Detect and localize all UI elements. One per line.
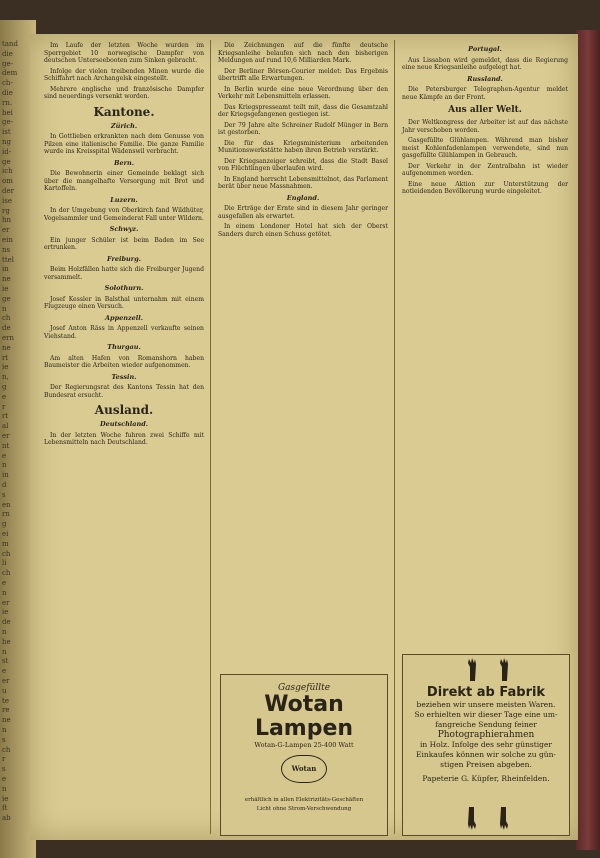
facing-page-fragment: n xyxy=(2,784,7,793)
ad-product: Photographierahmen xyxy=(437,730,535,740)
facing-page-fragment: bei xyxy=(2,108,13,117)
facing-page-fragment: rt xyxy=(2,412,9,421)
facing-page-fragment: e xyxy=(2,667,7,676)
ad-line: stigen Preisen abgeben. xyxy=(440,760,532,769)
ad-product: Lampen xyxy=(254,716,354,741)
ad-brand: Wotan xyxy=(264,692,344,717)
facing-page-fragment: u xyxy=(2,686,7,695)
article-paragraph: Der 79 Jahre alte Schreiner Rudolf Münger in Bern ist gestorben. xyxy=(218,121,388,136)
article-paragraph: In einem Londoner Hotel hat sich der Oberst Sanders durch einen Schuss getötet. xyxy=(218,223,388,238)
facing-page-fragment: n xyxy=(2,461,7,470)
facing-page-fragment: n xyxy=(2,647,7,656)
welt-articles xyxy=(402,119,568,196)
facing-page-fragment: ne xyxy=(2,716,11,725)
facing-page-fragment: s xyxy=(2,735,6,744)
canton-paragraph: In der Umgebung von Oberkirch fand Wildhüter, Vogelsammler und Gemeinderat Fall unter Wildern. xyxy=(44,207,204,222)
article-paragraph: Der Berliner Börsen-Courier meldet: Das Ergebnis übertrifft alle Erwartungen. xyxy=(218,67,388,82)
canton-heading: Tessin. xyxy=(111,372,137,381)
subheading-portugal: Portugal. xyxy=(468,45,502,53)
facing-page-fragment: id- xyxy=(2,147,12,156)
column-1 xyxy=(44,42,204,450)
facing-page-fragment: al xyxy=(2,422,9,431)
ad-line: So erhielten wir dieser Tage eine um- xyxy=(414,710,558,719)
facing-page-fragment: ge xyxy=(2,294,11,303)
section-heading-kantone: Kantone. xyxy=(93,104,155,119)
canton-paragraph: Der Regierungsrat des Kantons Tessin hat den Bundesrat ersucht. xyxy=(44,384,204,399)
canton-sections xyxy=(44,123,204,400)
facing-page-fragment: r xyxy=(2,402,6,411)
ad-tagline: Gasgefüllte xyxy=(277,683,331,693)
ad-line: fangreiche Sendung feiner xyxy=(435,720,537,729)
facing-page-fragment: die xyxy=(2,89,13,97)
pointing-hand-icon xyxy=(463,807,481,831)
article-paragraph: In Berlin wurde eine neue Verordnung über den Verkehr mit Lebensmitteln erlassen. xyxy=(218,85,388,100)
facing-page-fragment: n xyxy=(2,726,7,734)
facing-page-fragment: ne xyxy=(2,343,11,352)
article-paragraph: Das Kriegspresseamt teilt mit, dass die Gesamtzahl der Kriegsgefangenen gestiegen ist. xyxy=(218,103,388,118)
article-paragraph: Die für das Kriegsministerium arbeitenden Munitionswerkstätte haben ihren Betrieb verstärkt. xyxy=(218,139,388,154)
facing-page-fragment: r xyxy=(2,755,6,764)
facing-page-fragment: ie xyxy=(2,794,9,803)
facing-page-fragment: rg xyxy=(2,206,10,215)
facing-page-fragment: n xyxy=(2,588,7,597)
article-paragraph: Der Kriegsanzeiger schreibt, dass die Stadt Basel von Flüchtlingen überlaufen wird. xyxy=(218,157,388,172)
facing-page-fragment: rt xyxy=(2,353,9,362)
ad-line: beziehen wir unsere meisten Waren. xyxy=(416,700,556,709)
section-heading-welt: Aus aller Welt. xyxy=(448,105,522,115)
section-heading-ausland: Ausland. xyxy=(94,403,154,417)
facing-page-fragment: ch xyxy=(2,314,11,323)
facing-page-fragment: in xyxy=(2,471,9,480)
facing-page-fragment: m xyxy=(2,539,9,548)
facing-page-fragment: ei xyxy=(2,530,9,538)
facing-page-fragment: n, xyxy=(2,373,9,382)
facing-page-fragment: he xyxy=(2,637,11,646)
facing-page-fragment: s xyxy=(2,490,6,499)
canton-paragraph: Die Bewohnerin einer Gemeinde beklagt sich über die mangelhafte Versorgung mit Brot und Kartoffeln. xyxy=(44,170,204,192)
article-paragraph: Gasgefüllte Glühlampen. Während man bisher meist Kohlenfadenlampen verwendete, sind nun gasgefüllte Glühlampen in Gebrauch. xyxy=(402,137,568,159)
canton-heading: Solothurn. xyxy=(104,284,144,292)
facing-page-fragment: ch xyxy=(2,549,11,558)
facing-page-fragment: en xyxy=(2,500,11,509)
facing-page-fragment: ie xyxy=(2,285,9,293)
column-rule xyxy=(394,40,395,834)
book-spine xyxy=(576,30,600,850)
facing-page-fragment: ie xyxy=(2,363,9,372)
intro-paragraph: Im Laufe der letzten Woche wurden im Sperrgebiet 10 norwegische Dampfer von deutschen Unterseebooten zum Sinken gebracht. xyxy=(44,42,204,64)
facing-page-fragment: de xyxy=(2,618,11,627)
ad-shop: Papeterie G. Küpfer, Rheinfelden. xyxy=(422,774,550,783)
facing-page-fragment: er xyxy=(2,598,10,607)
facing-page-fragment: ab xyxy=(2,814,11,823)
pointing-hand-icon xyxy=(463,657,481,681)
facing-page-fragment: re xyxy=(2,706,10,715)
facing-page-fragment: rn xyxy=(2,510,10,519)
facing-page-fragment: om xyxy=(2,177,13,186)
canton-paragraph: Josef Kessler in Balsthal unternahm mit einem Flugzeuge einen Versuch. xyxy=(44,295,204,310)
facing-page-fragment: ie xyxy=(2,608,9,617)
column-rule xyxy=(210,40,211,834)
facing-page-fragment: li xyxy=(2,559,7,568)
facing-page-fragment: d xyxy=(2,481,7,489)
facing-page-fragment: s xyxy=(2,765,6,774)
subheading-deutschland: Deutschland. xyxy=(99,420,149,428)
facing-page-fragment: e xyxy=(2,775,7,783)
article-paragraph: Der Verkehr in der Zentralbahn ist wieder aufgenommen worden. xyxy=(402,162,568,177)
canton-heading: Freiburg. xyxy=(106,254,142,263)
facing-page-fragment: ns xyxy=(2,245,11,254)
article-paragraph: In England herrscht Lebensmittelnot, das Parlament berät über neue Massnahmen. xyxy=(218,175,388,190)
facing-page-fragment: te xyxy=(2,696,9,705)
canton-heading: Luzern. xyxy=(110,195,138,204)
ad-line: Einkaufes können wir solche zu gün- xyxy=(416,750,556,759)
facing-page-fragment: ch- xyxy=(2,79,13,88)
wotan-logo-icon: Wotan xyxy=(281,755,327,783)
column-2 xyxy=(218,42,388,241)
facing-page-fragment: tand xyxy=(2,40,18,48)
facing-page-fragment: er xyxy=(2,677,10,685)
column-3 xyxy=(402,42,568,199)
canton-heading: Appenzell. xyxy=(104,313,144,322)
subheading-russland: Russland. xyxy=(467,74,503,83)
facing-page-fragment: n xyxy=(2,304,7,313)
article-paragraph: Der Weltkongress der Arbeiter ist auf das nächste Jahr verschoben worden. xyxy=(402,119,568,134)
facing-page-fragment: ge xyxy=(2,157,11,166)
article-paragraph: Die Erträge der Ernte sind in diesem Jahr geringer ausgefallen als erwartet. xyxy=(218,205,388,220)
facing-page-fragment: ft xyxy=(2,804,8,813)
ad-rating: Wotan-G-Lampen 25-400 Watt xyxy=(254,741,354,749)
facing-page-fragment: n xyxy=(2,628,7,636)
facing-page-fragment: ist xyxy=(2,128,11,137)
facing-page-fragment: g xyxy=(2,383,7,391)
newspaper-page xyxy=(30,34,578,840)
canton-paragraph: Beim Holzfällen hatte sich die Freiburger Jugend versammelt. xyxy=(44,266,204,281)
canton-paragraph: Am alten Hafen von Romanshorn haben Baumeister die Arbeiten wieder aufgenommen. xyxy=(44,354,204,369)
facing-page-fragment: rn. xyxy=(2,98,13,107)
facing-page-fragment: ch xyxy=(2,569,11,578)
facing-page-fragment: g xyxy=(2,520,7,529)
note-paragraph: Infolge der vielen treibenden Minen wurde die Schiffahrt nach Archangelsk eingestellt. xyxy=(44,67,204,82)
facing-page-fragment: ne xyxy=(2,275,11,284)
facing-page-fragment: ich xyxy=(2,167,13,176)
russland-paragraph: Die Petersburger Telegraphen-Agentur meldet neue Kämpfe an der Front. xyxy=(402,86,568,101)
facing-page-fragment: in xyxy=(2,265,9,274)
facing-page-fragment: e xyxy=(2,451,7,460)
facing-page-fragment: e xyxy=(2,392,7,401)
facing-page-fragment: de xyxy=(2,324,11,333)
column-2-articles xyxy=(218,42,388,238)
pointing-hand-icon xyxy=(495,807,513,831)
facing-page-fragment: er xyxy=(2,432,10,440)
facing-page-fragment: ern xyxy=(2,334,14,342)
ausland-paragraph: In der letzten Woche fuhren zwei Schiffe mit Lebensmitteln nach Deutschland. xyxy=(44,431,204,446)
facing-page-fragment: dem xyxy=(2,69,18,78)
facing-page-fragment: ch xyxy=(2,745,11,754)
article-paragraph: Die Zeichnungen auf die fünfte deutsche Kriegsanleihe belaufen sich nach den bisherigen Meldungen auf rund 10,6 Milliarden Mark. xyxy=(218,42,388,64)
facing-page-fragment: ttel xyxy=(2,255,15,264)
canton-paragraph: Josef Anton Räss in Appenzell verkaufte seinen Viehstand. xyxy=(44,325,204,340)
canton-heading: Bern. xyxy=(113,158,135,167)
facing-page-fragment: die xyxy=(2,49,13,58)
canton-paragraph: Ein junger Schüler ist beim Baden im See ertrunken. xyxy=(44,236,204,251)
facing-page-fragment: st xyxy=(2,657,9,666)
portugal-paragraph: Aus Lissabon wird gemeldet, dass die Regierung eine neue Kriegsanleihe aufgelegt hat. xyxy=(402,56,568,71)
facing-page-fragment: hn xyxy=(2,216,12,225)
facing-page-fragment: e xyxy=(2,579,7,587)
pointing-hand-icon xyxy=(495,657,513,681)
facing-page-fragment: er xyxy=(2,226,10,235)
ad-headline: Direkt ab Fabrik xyxy=(426,685,546,700)
facing-page-fragment: nt xyxy=(2,441,10,450)
wotan-lamp-advertisement xyxy=(220,674,388,836)
canton-heading: Schwyz. xyxy=(109,225,139,233)
facing-page-fragment: ise xyxy=(2,196,12,205)
facing-page-fragment: ng xyxy=(2,138,11,146)
facing-page-fragment: ge- xyxy=(2,59,13,68)
subheading-england: England. xyxy=(286,193,320,202)
ad-line: in Holz. Infolge des sehr günstiger xyxy=(419,740,552,749)
photo-frame-advertisement xyxy=(402,654,570,836)
article-paragraph: Eine neue Aktion zur Unterstützung der notleidenden Bevölkerung wurde eingeleitet. xyxy=(402,180,568,195)
facing-page-fragment: ein xyxy=(2,236,13,244)
facing-page-fragment: der xyxy=(2,187,14,195)
facing-page-fragment: ge- xyxy=(2,118,13,127)
ad-fineprint-2: Licht ohne Strom-Verschwendung xyxy=(256,806,352,812)
note2-paragraph: Mehrere englische und französische Dampfer sind neuerdings versenkt worden. xyxy=(44,85,204,100)
canton-paragraph: In Gottlieben erkrankten nach dem Genusse von Pilzen eine italienische Familie. Die ganze Familie wurde ins Kreisspital Wädenswil verbracht. xyxy=(44,133,204,155)
ad-fineprint: erhältlich in allen Elektrizitäts-Geschäften xyxy=(244,797,364,803)
canton-heading: Zürich. xyxy=(110,121,138,130)
canton-heading: Thurgau. xyxy=(107,343,141,351)
